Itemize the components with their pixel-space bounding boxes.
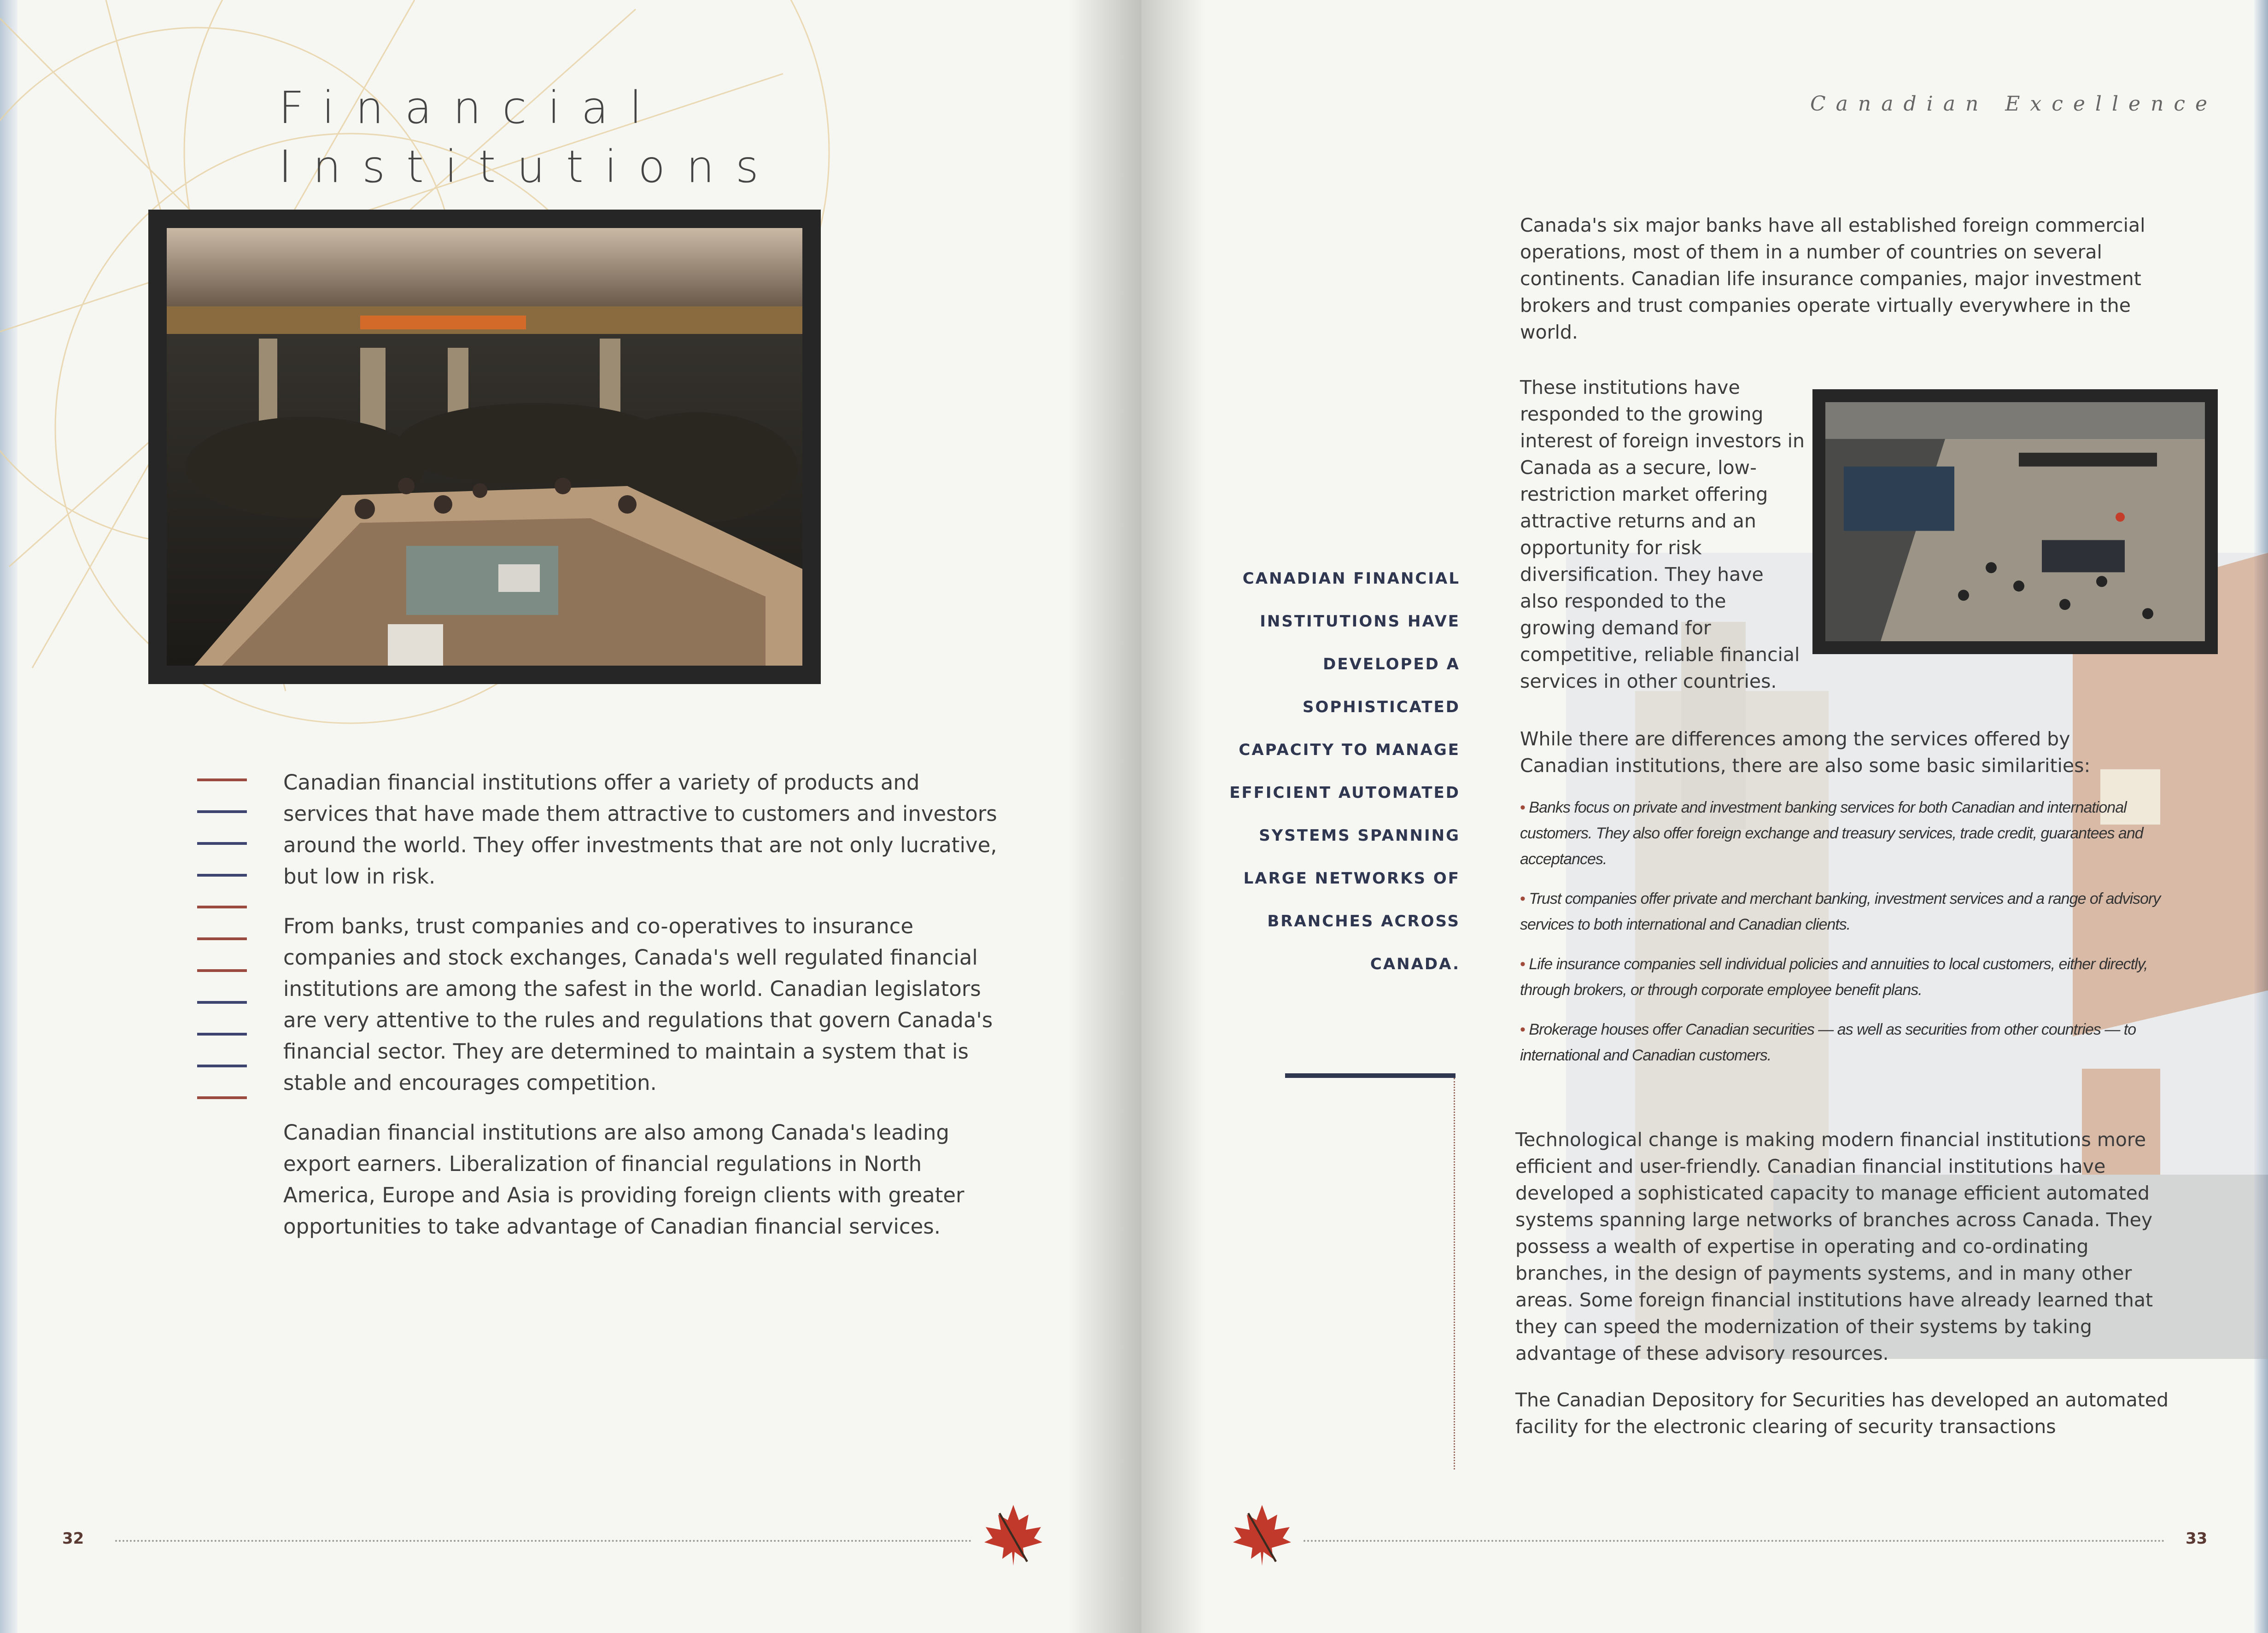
paragraph-export: Canadian financial institutions are also among Canada's leading export earners. Liberalization of financial regulations in North America, Europe and Asia is providing foreign clients with greater opportunities to take advantage of Canadian financial services. xyxy=(283,1120,964,1239)
exchange-floor-photo xyxy=(1812,389,2218,654)
pull-quote-rule xyxy=(1285,1073,1455,1078)
list-item: • Banks focus on private and investment banking services for both Canadian and international customers. They also offer foreign exchange and treasury services, trade credit, guarantees and acceptances. xyxy=(1520,799,2143,868)
pull-quote-dotted-line xyxy=(1454,1078,1455,1469)
page-number: 33 xyxy=(2186,1529,2208,1548)
page-number: 32 xyxy=(62,1529,84,1548)
technology-paragraph: Technological change is making modern financial institutions more efficient and user-friendly. Canadian financial institutions have developed a sophisticated capacity to manage efficient automated systems spanning large networks of branches across Canada. They possess a wealth of expertise in operating and co-ordinating branches, in the design of payments systems, and in many other areas. Some foreign financial institutions have already learned that they can speed the modernization of their systems by taking advantage of these advisory resources. xyxy=(1515,1129,2153,1364)
page-title: Financial Institutions xyxy=(279,82,780,193)
maple-leaf-icon xyxy=(979,1499,1048,1569)
bullet-icon: • xyxy=(1520,799,1525,816)
services-list xyxy=(1520,795,2183,1082)
list-item: • Life insurance companies sell individual policies and annuities to local customers, either directly, through brokers, or through corporate employee benefit plans. xyxy=(1520,955,2148,999)
paragraph-regulation: From banks, trust companies and co-operatives to insurance companies and stock exchanges, Canada's well regulated financial institutions are among the safest in the world. Canadian legislators are very attentive to the rules and regulations that govern Canada's financial sector. They are determined to maintain a system that is stable and encourages competition. xyxy=(283,914,993,1095)
gutter-shadow xyxy=(1068,0,1141,1633)
paragraph-products: Canadian financial institutions offer a variety of products and services that have made them attractive to customers and investors around the world. They offer investments that are not only lucrative, but low in risk. xyxy=(283,770,997,889)
left-body-text xyxy=(283,767,1002,1261)
intro-paragraph: Canada's six major banks have all established foreign commercial operations, most of them in a number of countries on several continents. Canadian life insurance companies, major investment brokers and trust companies operate virtually everywhere in the world. xyxy=(1520,214,2145,343)
bullet-icon: • xyxy=(1520,1021,1525,1038)
cds-paragraph: The Canadian Depository for Securities has developed an automated facility for the electronic clearing of security transactions xyxy=(1515,1389,2169,1438)
similarities-intro: While there are differences among the services offered by Canadian institutions, there are also some basic similarities: xyxy=(1520,728,2091,777)
gutter-shadow xyxy=(1141,0,1206,1633)
footer-rule xyxy=(115,1540,972,1542)
running-head: Canadian Excellence xyxy=(1810,92,2218,116)
list-item: • Brokerage houses offer Canadian securities — as well as securities from other countries — to international and Canadian customers. xyxy=(1520,1021,2136,1064)
maple-leaf-icon xyxy=(1228,1499,1297,1569)
bullet-icon: • xyxy=(1520,955,1525,973)
trading-floor-photo xyxy=(148,210,821,684)
decorative-rules xyxy=(197,778,247,1128)
list-item: • Trust companies offer private and merchant banking, investment services and a range of advisory services to both international and Canadian clients. xyxy=(1520,890,2161,933)
pull-quote: CANADIAN FINANCIAL INSTITUTIONS HAVE DEVELOPED A SOPHISTICATED CAPACITY TO MANAGE EFFICIENT AUTOMATED SYSTEMS SPANNING LARGE NETWORKS OF BRANCHES ACROSS CANADA. xyxy=(1229,569,1460,973)
footer-rule xyxy=(1304,1540,2165,1542)
institutions-paragraph: These institutions have responded to the growing interest of foreign investors in Canada as a secure, low-restriction market offering attractive returns and an opportunity for risk diversification. They have also responded to the growing demand for competitive, reliable financial services in other countries. xyxy=(1520,376,1805,692)
bullet-icon: • xyxy=(1520,890,1525,907)
